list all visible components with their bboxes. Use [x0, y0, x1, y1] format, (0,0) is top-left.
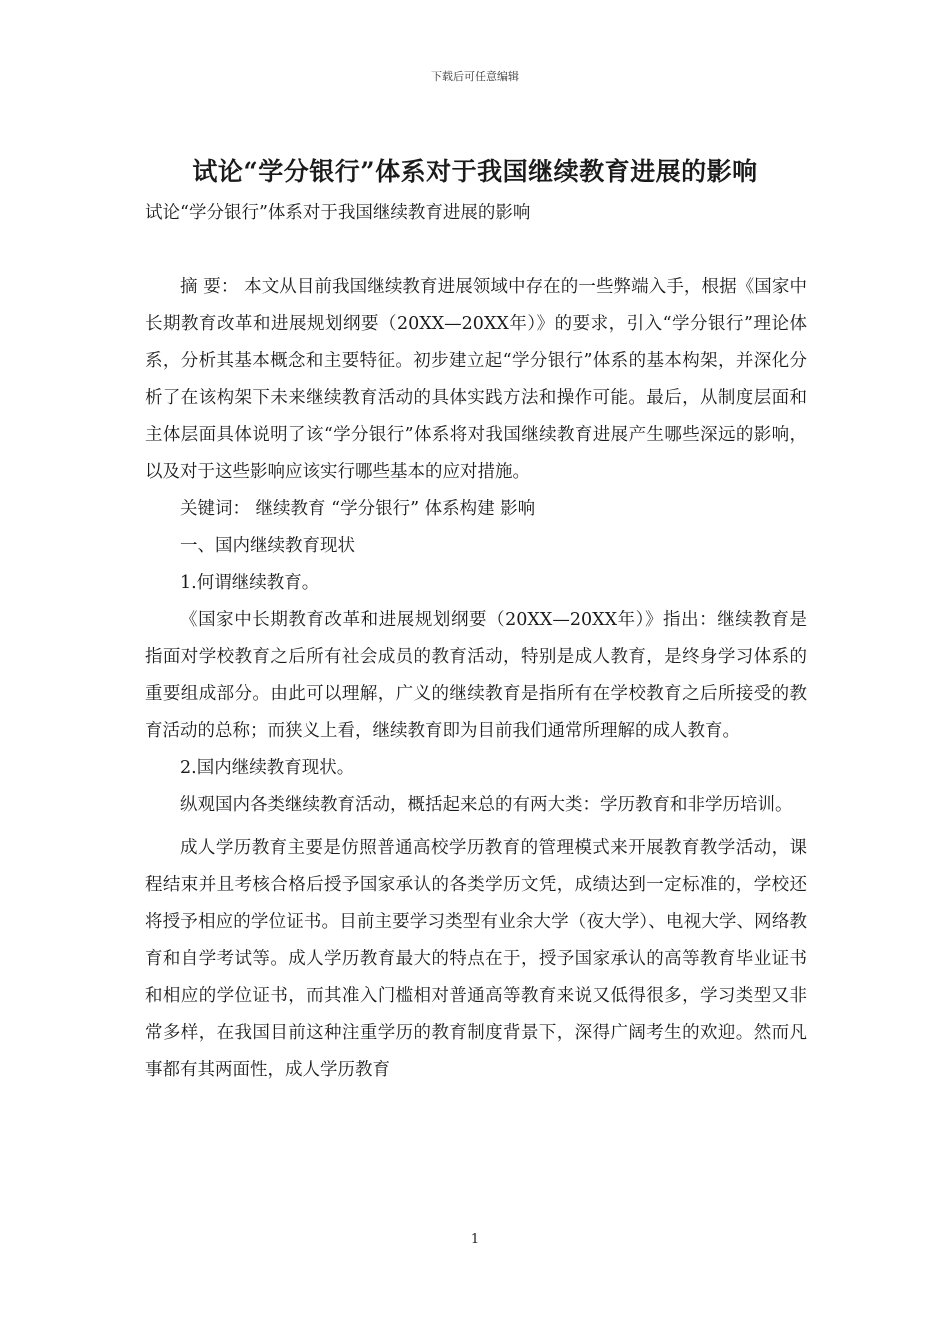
document-title: 试论“学分银行”体系对于我国继续教育进展的影响 — [192, 157, 758, 186]
keywords-line: 关键词： 继续教育 “学分银行” 体系构建 影响 — [180, 499, 536, 519]
section-heading-1: 一、国内继续教育现状 — [180, 536, 355, 556]
subsection-heading-1: 1.何谓继续教育。 — [180, 573, 320, 593]
header-note: 下载后可任意编辑 — [431, 70, 519, 83]
body-paragraph-2: 纵观国内各类继续教育活动，概括起来总的有两大类：学历教育和非学历培训。 — [180, 795, 793, 815]
body-paragraph-1: 《国家中长期教育改革和进展规划纲要（20XX—20XX年）》指出：继续教育是指面对学校教育之后所有社会成员的教育活动，特别是成人教育，是终身学习体系的重要组成部分。由此可以理解，广义的继续教育是指所有在学校教育之后所接受的教育活动的总称；而狭义上看，继续教育即为目前我们通常所理解的成人教育。 — [145, 610, 807, 741]
body-paragraph-3: 成人学历教育主要是仿照普通高校学历教育的管理模式来开展教育教学活动，课程结束并且考核合格后授予国家承认的各类学历文凭，成绩达到一定标准的，学校还将授予相应的学位证书。目前主要学习类型有业余大学（夜大学）、电视大学、网络教育和自学考试等。成人学历教育最大的特点在于，授予国家承认的高等教育毕业证书和相应的学位证书，而其准入门槛相对普通高等教育来说又低得很多，学习类型又非常多样，在我国目前这种注重学历的教育制度背景下，深得广阔考生的欢迎。然而凡事都有其两面性，成人学历教育 — [145, 838, 807, 1080]
document-body — [145, 195, 807, 1089]
abstract-paragraph: 摘 要： 本文从目前我国继续教育进展领域中存在的一些弊端入手，根据《国家中长期教育改革和进展规划纲要（20XX—20XX年）》的要求，引入“学分银行”理论体系，分析其基本概念和主要特征。初步建立起“学分银行”体系的基本构架，并深化分析了在该构架下未来继续教育活动的具体实践方法和操作可能。最后，从制度层面和主体层面具体说明了该“学分银行”体系将对我国继续教育进展产生哪些深远的影响，以及对于这些影响应该实行哪些基本的应对措施。 — [145, 277, 807, 482]
document-subtitle: 试论“学分银行”体系对于我国继续教育进展的影响 — [145, 203, 531, 223]
page-number: 1 — [470, 1232, 480, 1247]
subsection-heading-2: 2.国内继续教育现状。 — [180, 758, 355, 778]
